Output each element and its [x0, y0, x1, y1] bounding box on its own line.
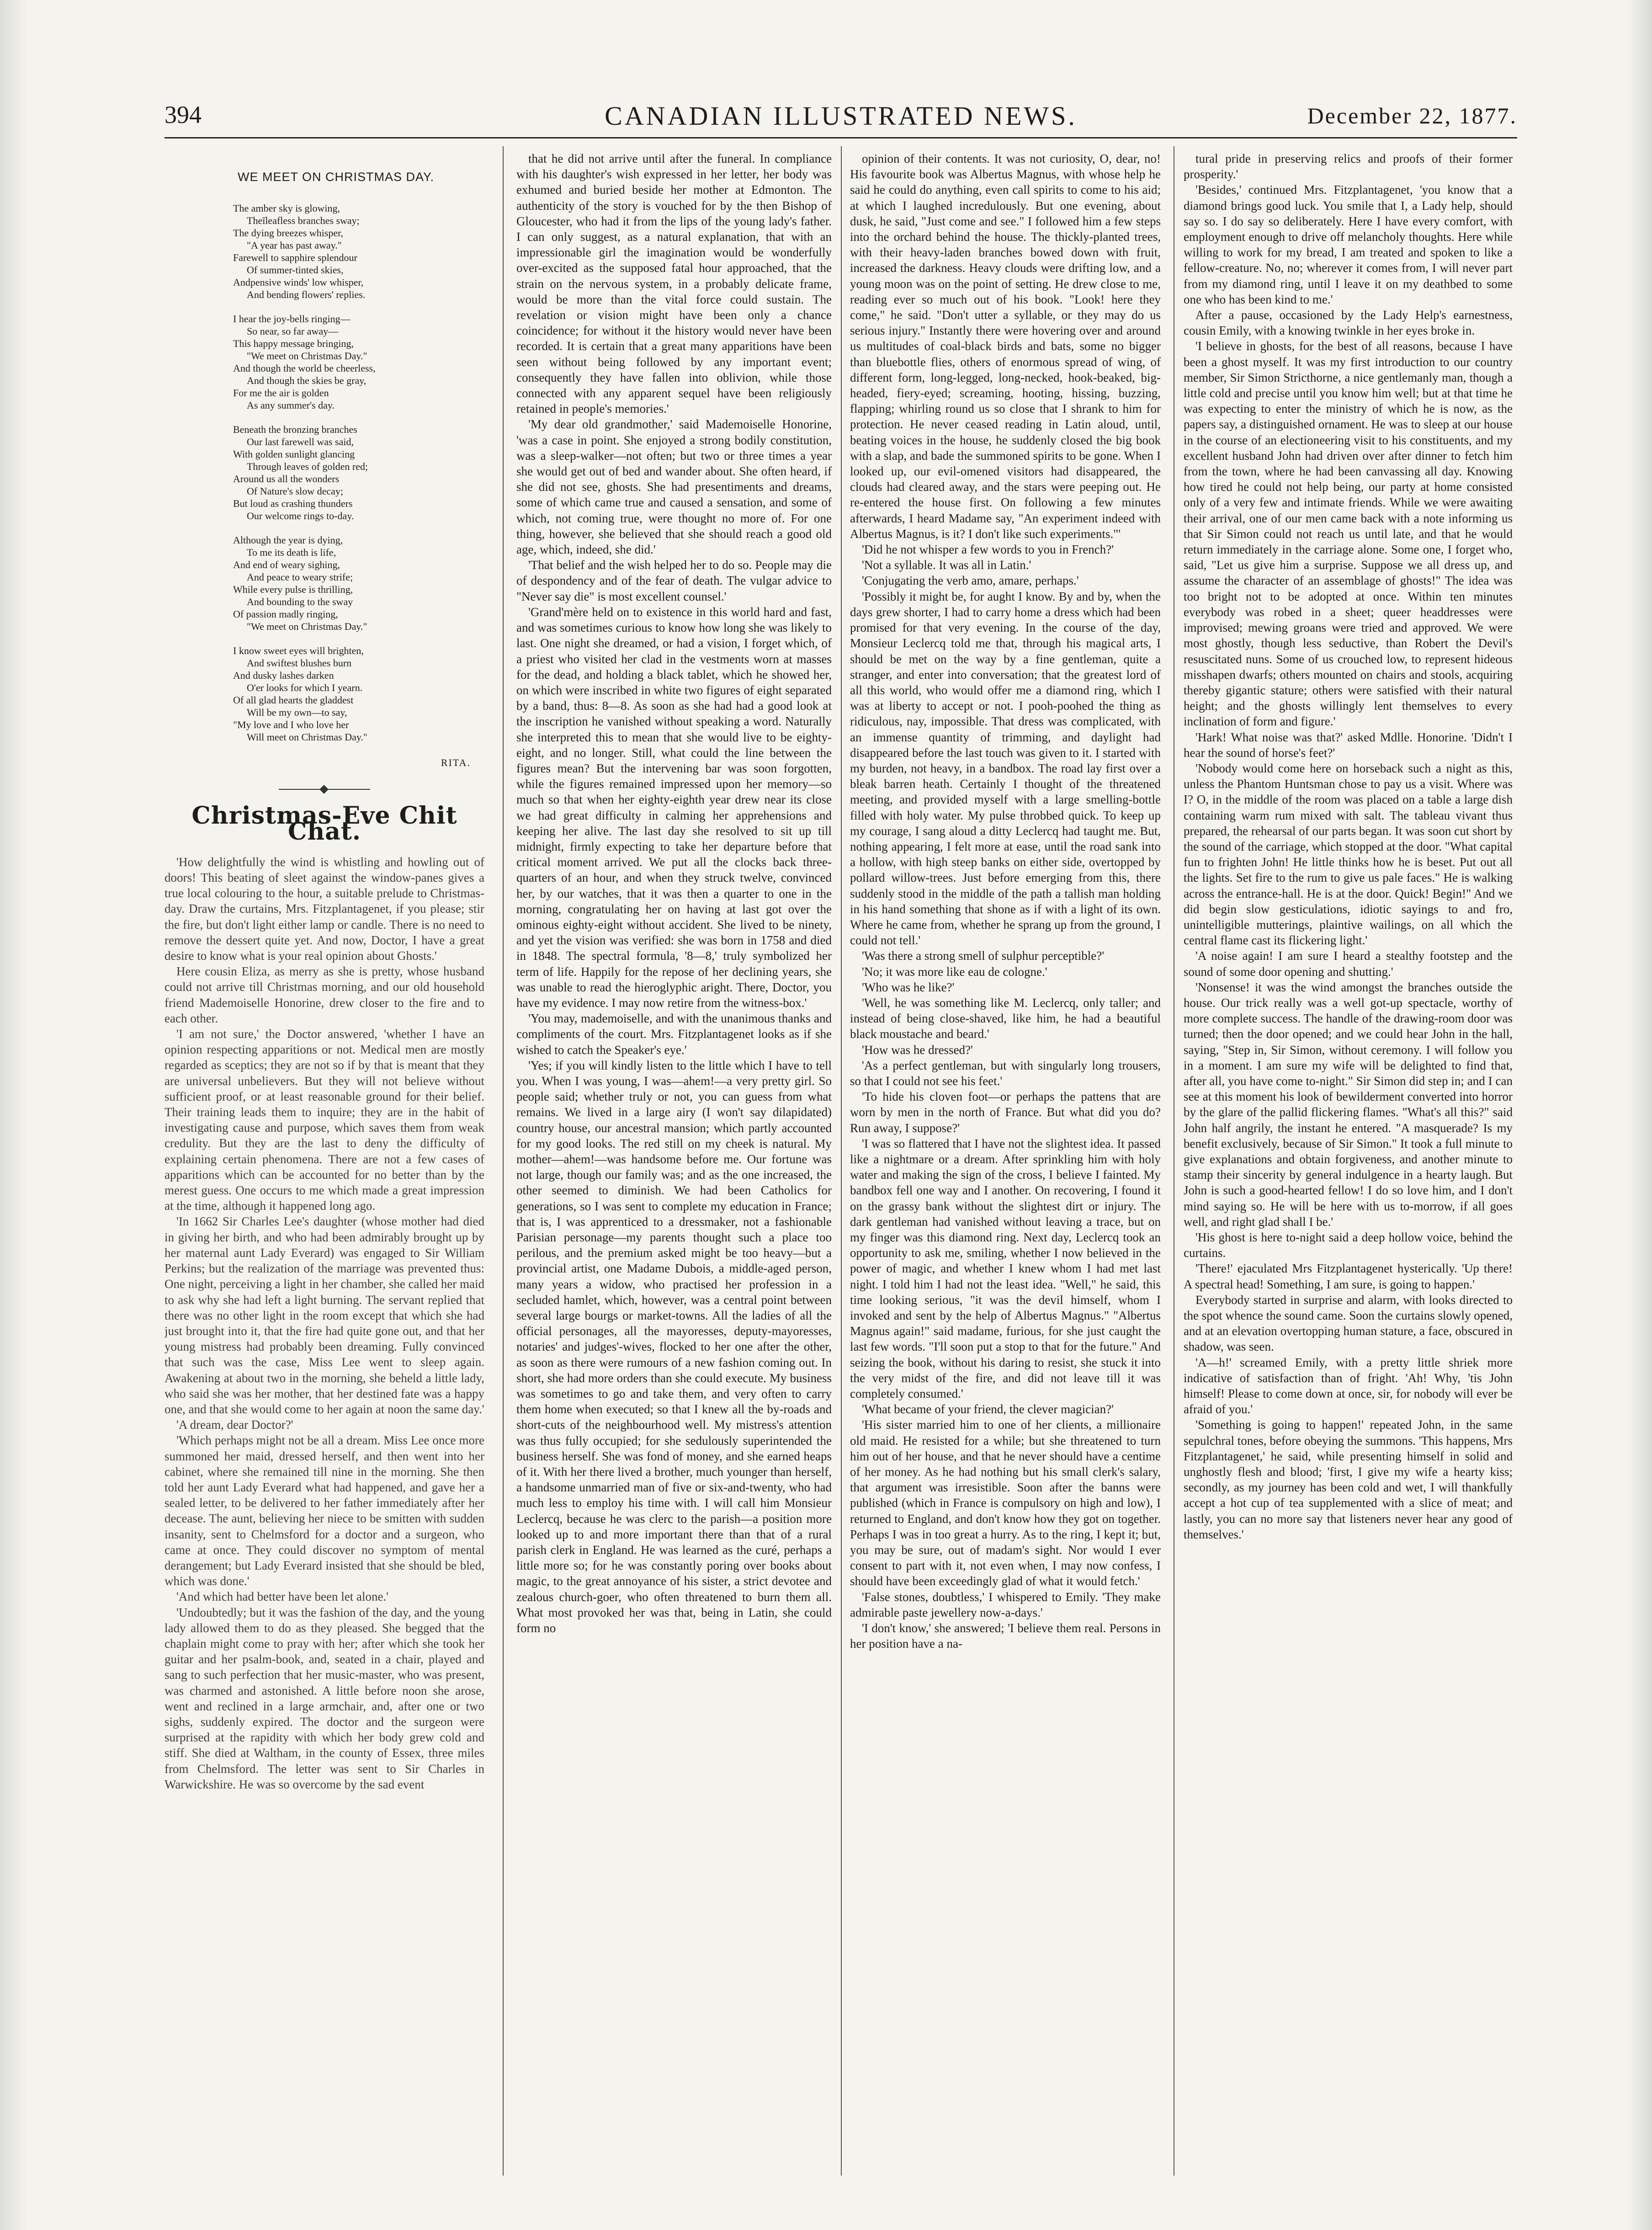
poem: [165, 202, 484, 743]
poem-stanza: [233, 202, 484, 301]
poem-line: And though the skies be gray,: [247, 375, 367, 387]
paragraph: 'That belief and the wish helped her to do so. People may die of despondency and of the fear of death. The vulgar advice to "Never say die" is most excellent counsel.': [516, 558, 832, 603]
column-divider: [503, 146, 504, 2176]
poem-stanza: [233, 534, 484, 633]
poem-line: The dying breezes whisper,: [233, 227, 344, 239]
paragraph: 'Possibly it might be, for aught I know. By and by, when the days grew shorter, I had to carry home a dress which had been promised for that very evening. In the course of the day, Monsieur Leclercq told me that, through his magical arts, I should be met on the way by a fine gentleman, quite a stranger, and enter into conversation; that the greatest lord of all this world, who would offer me a diamond ring, which I was at liberty to accept or not. I pooh-poohed the thing as ridiculous, nay, impossible. That dress was complicated, with an immense quantity of trimming, and daylight had disappeared before the last touch was given to it. I started with my burden, not heavy, in a bandbox. The road lay first over a bleak barren heath. Certainly I thought of the threatened meeting, and provided myself with a large smelling-bottle filled with holy water. My pulse throbbed quick. To keep up my courage, I sang aloud a ditty Leclercq had taught me. But, nothing appearing, I felt more at ease, until the road sank into a hollow, with high steep banks on either side, overtopped by pollard willow-trees. Just before emerging from this, there suddenly stood in the middle of the path a tallish man holding in his hand something that shone as if with a light of its own. Where he came from, whether he sprang up from the ground, I could not tell.': [850, 589, 1161, 947]
paragraph: 'Was there a strong smell of sulphur perceptible?': [862, 949, 1105, 963]
paragraph: 'Which perhaps might not be all a dream. Miss Lee once more summoned her maid, dressed herself, and then went into her cabinet, where she remained till nine in the morning. She then told her aunt Lady Everard what had happened, and gave her a sealed letter, to be delivered to her father immediately after her decease. The aunt, believing her niece to be smitten with sudden insanity, sent to Chelmsford for a doctor and a surgeon, who came at once. They could discover no symptom of mental derangement; but Lady Everard insisted that she should be bled, which was done.': [165, 1433, 484, 1588]
poem-stanza: [233, 313, 484, 411]
paragraph: 'I believe in ghosts, for the best of all reasons, because I have been a ghost myself. It was my first introduction to our country member, Sir Simon Stricthorne, a nice gentlemanly man, though a little cold and precise until you know him well; but at that time he was expecting to enter the ministry of which he is now, as the papers say, a distinguished ornament. He was to sleep at our house in the course of an electioneering visit to his constituents, and my excellent husband John had driven over after dinner to fetch him from the town, where he had been canvassing all day. Knowing how tired he could not help being, our party at home consisted only of a very few and intimate friends. While we were awaiting their arrival, one of our men came back with a note informing us that Sir Simon could not reach us until late, and that he would return immediately in the carriage alone. Some one, I forget who, said, "Let us give him a surprise. Suppose we all dress up, and assume the character of an assemblage of ghosts!" The idea was too bright not to be adopted at once. Within ten minutes everybody was robed in a sheet; queer headdresses were improvised; mewing groans were tried and approved. We were most ghostly, though less seductive, than Robert the Devil's resuscitated nuns. Some of us crouched low, to represent hideous misshapen dwarfs; others mounted on chairs and stools, acquiring thereby gigantic stature; others were satisfied with their natural height; and the ghosts willingly lent themselves to every inclination of form and figure.': [1184, 339, 1513, 729]
paragraph: 'I am not sure,' the Doctor answered, 'whether I have an opinion respecting apparitions or not. Medical men are mostly regarded as sceptics; they are not so if by that is meant that they are universal unbelievers. But they will not believe without sufficient proof, or at least reasonable ground for their belief. Their training leads them to inquire; they are in the habit of investigating cause and purpose, which saves them from weak credulity. But they are the last to deny the difficulty of explaining certain phenomena. There are not a few cases of apparitions which can be accounted for no better than by the merest guess. One occurs to me which made a great impression at the time, although it happened long ago.: [165, 1027, 484, 1213]
poem-line: Of passion madly ringing,: [233, 608, 338, 620]
paragraph: 'My dear old grandmother,' said Mademoiselle Honorine, 'was a case in point. She enjoyed a strong bodily constitution, was a sleep-walker—not often; but two or three times a year she would get out of bed and wander about. She often heard, if she did not see, ghosts. She had presentiments and dreams, some of which came true and caused a sensation, and some of which, not coming true, were thought no more of. For one thing, however, she believed that she should reach a good old age, which, indeed, she did.': [516, 417, 832, 557]
paragraph: 'Yes; if you will kindly listen to the little which I have to tell you. When I was young, I was—ahem!—a very pretty girl. So people said; whether truly or not, you can guess from what remains. We lived in a large airy (I won't say dilapidated) country house, our ancestral mansion; which partly accounted for my good looks. The red still on my cheek is natural. My mother—ahem!—was handsome before me. Our fortune was not large, though our family was; and as the one increased, the other seemed to diminish. We had been Catholics for generations, so I was sent to complete my education in France; that is, I was apprenticed to a dressmaker, not a fashionable Parisian personage—my parents thought such a place too perilous, and the premium asked might be too heavy—but a provincial artist, one Madame Dubois, a middle-aged person, many years a widow, who practised her profession in a secluded hamlet, which, however, was a central point between several large bourgs or market-towns. All the ladies of all the official personages, all the mayoresses, deputy-mayoresses, notaries' and judges'-wives, flocked to her one after the other, as soon as there were rumours of a new fashion coming out. In short, she had more orders than she could execute. My business was sometimes to go and take them, and very often to carry them home when executed; so that I knew all the by-roads and short-cuts of the neighbourhood well. My mistress's attention was thus fully occupied; for she sedulously superintended the business herself. She was fond of money, and she earned heaps of it. With her there lived a brother, much younger than herself, a handsome unmarried man of five or six-and-twenty, who had much less to employ his time with. I will call him Monsieur Leclercq, because he was clerc to the parish—a position more looked up to and more important there than that of a rural parish clerk in England. He was learned as the curé, perhaps a little more so; for he was constantly poring over books about magic, to the great annoyance of his sister, a strict devotee and zealous church-goer, who often threatened to burn them all. What most provoked her was that, being in Latin, she could form no: [516, 1058, 832, 1635]
column-4: [1184, 151, 1513, 2171]
paragraph: 'I was so flattered that I have not the slightest idea. It passed like a nightmare or a dream. After sprinkling him with holy water and making the sign of the cross, I believe I fainted. My bandbox fell one way and I another. On recovering, I found it on the grassy bank without the slightest dirt or injury. The dark gentleman had vanished without leaving a trace, but on my finger was this diamond ring. Next day, Leclercq took an opportunity to ask me, smiling, whether I now believed in the power of magic, and whether I knew whom I had met last night. I told him I had not the least idea. "Well," he said, this time looking serious, "it was the devil himself, whom I invoked and sent by the help of Albertus Magnus." "Albertus Magnus again!" said madame, furious, for she just caught the last few words. "I'll soon put a stop to that for the future." And seizing the book, without his daring to resist, she stuck it into the very midst of the fire, and did not leave till it was completely consumed.': [850, 1136, 1161, 1401]
article-title: Christmas-Eve Chit Chat.: [191, 802, 457, 846]
poem-line: Our last farewell was said,: [247, 436, 354, 448]
poem-line: Will be my own—to say,: [247, 707, 347, 718]
section-ornament: [279, 789, 370, 790]
column-1: [165, 151, 484, 2171]
paragraph: 'In 1662 Sir Charles Lee's daughter (whose mother had died in giving her birth, and who had been admirably brought up by her maternal aunt Lady Everard) was engaged to Sir William Perkins; but the realization of the marriage was prevented thus: One night, perceiving a light in her chamber, she called her maid to ask why she had left a light burning. The servant replied that there was no other light in the room except that which she had just brought into it, that the fire had quite gone out, and that her young mistress had probably been dreaming. Fully convinced that such was the case, Miss Lee went to sleep again. Awakening at about two in the morning, she beheld a little lady, who said she was her mother, that her destined fate was a happy one, and that she would come to her again at noon the same day.': [165, 1214, 484, 1416]
paragraph: 'Nonsense! it was the wind amongst the branches outside the house. Our trick really was a well got-up spectacle, worthy of more complete success. The handle of the drawing-room door was turned; then the door opened; and we could hear John in the hall, saying, "Step in, Sir Simon, without ceremony. I will follow you in a moment. I am sure my wife will be delighted to find that, after all, you have come to-night." Sir Simon did step in; and I can see at this moment his look of bewilderment converted into horror by the glare of the pallid flickering flames. "What's all this?" said John half angrily, the instant he entered. "A masquerade? Is my benefit exclusively, because of Sir Simon." It took a full minute to give explanations and obtain forgiveness, and another minute to stamp their sincerity by general indulgence in a hearty laugh. But John is such a good-hearted fellow! I do so love him, and I don't mind saying so. He will be here with us to-morrow, if all goes well, and right glad shall I be.': [1184, 980, 1513, 1229]
page-number: 394: [165, 101, 202, 128]
poem-line: And dusky lashes darken: [233, 670, 334, 681]
paragraph: 'No; it was more like eau de cologne.': [862, 964, 1047, 979]
paragraph: 'Grand'mère held on to existence in this world hard and fast, and was sometimes curious to know how long she was likely to last. One night she dreamed, or had a vision, I forget which, of a priest who visited her clad in the vestments worn at masses for the dead, and holding a black tablet, which he showed her, on which were inscribed in white two figures of eight separated by a band, thus: 8—8. As soon as she had had a good look at the inscription he vanished without speaking a word. Naturally she interpreted this to mean that she would live to be eighty-eight, and no longer. Still, what could the line between the figures mean? But the intervening bar was soon forgotten, while the figures remained impressed upon her memory—so much so that when her eighty-eighth year drew near its close we had great difficulty in calming her apprehensions and keeping her alive. The last day she resolved to sit up till midnight, firmly expecting to take her departure before that critical moment arrived. We put all the clocks back three-quarters of an hour, and when they struck twelve, convinced her, by our watches, that it was then a quarter to one in the morning, congratulating her on having at last got over the ominous eighty-eight without accident. She lived to be ninety, and yet the vision was verified: she was born in 1758 and died in 1848. The spectral formula, '8—8,' truly symbolized her term of life. Happily for the repose of her declining years, she was unable to read the hieroglyphic aright. There, Doctor, you have my evidence. I may now retire from the witness-box.': [516, 605, 832, 1010]
paragraph: 'False stones, doubtless,' I whispered to Emily. 'They make admirable paste jewellery now-a-days.': [850, 1590, 1161, 1619]
paragraph: 'To hide his cloven foot—or perhaps the pattens that are worn by men in the north of France. But what did you do? Run away, I suppose?': [850, 1090, 1161, 1135]
poem-line: With golden sunlight glancing: [233, 448, 355, 460]
poem-line: O'er looks for which I yearn.: [247, 682, 363, 694]
column-2: [516, 151, 832, 2171]
paragraph: tural pride in preserving relics and proofs of their former prosperity.': [1184, 152, 1513, 181]
paragraph: 'Hark! What noise was that?' asked Mdlle. Honorine. 'Didn't I hear the sound of horse's feet?': [1184, 730, 1513, 760]
paragraph: 'Undoubtedly; but it was the fashion of the day, and the young lady allowed them to do as they pleased. She begged that the chaplain might come to pray with her; after which she took her guitar and her psalm-book, and, seated in a chair, played and sang to such perfection that her music-master, who was present, was charmed and astonished. A little before noon she arose, went and reclined in a large armchair, and, after one or two sighs, suddenly expired. The doctor and the surgeon were surprised at the rapidity with which her body grew cold and stiff. She died at Waltham, in the county of Essex, three miles from Chelmsford. The letter was sent to Sir Charles in Warwickshire. He was so overcome by the sad event: [165, 1605, 484, 1791]
poem-title: WE MEET ON CHRISTMAS DAY.: [238, 170, 435, 184]
poem-line: But loud as crashing thunders: [233, 498, 353, 510]
poem-signature: RITA.: [441, 757, 471, 769]
paragraph: 'You may, mademoiselle, and with the unanimous thanks and compliments of the court. Mrs. Fitzplantagenet looks as if she wished to catch the Speaker's eye.': [516, 1011, 832, 1057]
paragraph: 'I don't know,' she answered; 'I believe them real. Persons in her position have a na-: [850, 1621, 1161, 1651]
paragraph: 'Not a syllable. It was all in Latin.': [862, 558, 1031, 572]
poem-line: Through leaves of golden red;: [247, 461, 368, 473]
paragraph: 'And which had better have been let alone.': [176, 1590, 389, 1604]
poem-line: While every pulse is thrilling,: [233, 584, 353, 596]
paragraph: 'His ghost is here to-night said a deep hollow voice, behind the curtains.: [1184, 1230, 1513, 1260]
poem-line: I know sweet eyes will brighten,: [233, 645, 364, 657]
poem-line: Of Nature's slow decay;: [247, 485, 344, 497]
article-text: [165, 854, 484, 1792]
column-3: [850, 151, 1161, 2171]
poem-stanza: [233, 423, 484, 522]
paragraph: 'Well, he was something like M. Leclercq, only taller; and instead of being close-shaved, like him, he had a beautiful black moustache and beard.': [850, 995, 1161, 1041]
masthead: [165, 101, 1517, 133]
poem-line: "We meet on Christmas Day.": [247, 621, 367, 633]
poem-line: "A year has past away.": [247, 239, 342, 251]
poem-line: "My love and I who love her: [233, 719, 349, 731]
poem-line: And peace to weary strife;: [247, 571, 353, 583]
issue-date: December 22, 1877.: [1307, 103, 1517, 128]
paragraph: opinion of their contents. It was not curiosity, O, dear, no! His favourite book was Albertus Magnus, with whose help he said he could do anything, even call spirits to come to his aid; at which I laughed incredulously. But one evening, about dusk, he said, "Just come and see." I followed him a few steps into the orchard behind the house. The thickly-planted trees, with their heavy-laden branches bowed down with fruit, increased the darkness. Heavy clouds were drifting low, and a young moon was on the point of setting. He drew close to me, reading ever so much out of his book. "Look! here they come," he said. "Don't utter a syllable, or they may do us serious injury." Instantly there were hovering over and around us multitudes of coal-black birds and bats, some no bigger than bluebottle flies, others of enormous spread of wing, of different form, long-legged, long-necked, hook-beaked, big-headed, fiery-eyed; screaming, hooting, hissing, buzzing, flapping; whirling round us so close that I shrank to him for protection. He never ceased reading in Latin aloud, until, beating voices in the house, he suddenly closed the big book with a slap, and bade the summoned spirits to be gone. When I looked up, our evil-omened visitors had disappeared, the clouds had cleared away, and the stars were peeping out. He re-entered the house first. On following a few minutes afterwards, I heard Madame say, "An experiment indeed with Albertus Magnus, is it? I don't like such experiments."': [850, 152, 1161, 541]
paragraph: 'Something is going to happen!' repeated John, in the same sepulchral tones, before obeying the summons. 'This happens, Mrs Fitzplantagenet,' he said, while presenting himself in solid and unghostly flesh and blood; 'first, I give my wife a hearty kiss; secondly, as my journey has been cold and wet, I will thankfully accept a hot cup of tea supplemented with a slice of meat; and lastly, you can no more say that listeners never hear any good of themselves.': [1184, 1418, 1513, 1541]
paragraph: 'There!' ejaculated Mrs Fitzplantagenet hysterically. 'Up there! A spectral head! Something, I am sure, is going to happen.': [1184, 1261, 1513, 1291]
poem-line: As any summer's day.: [247, 399, 335, 411]
poem-line: Theĭleafless branches sway;: [247, 215, 360, 227]
paragraph: 'His sister married him to one of her clients, a millionaire old maid. He resisted for a while; but she threatened to turn him out of her house, and that he never should have a centime of her money. As he had nothing but his small clerk's salary, that argument was irresistible. Soon after the banns were published (which in France is compulsory on high and low), I returned to England, and don't know how they got on together. Perhaps I was in too great a hurry. As to the ring, I kept it; but, you may be sure, out of madam's sight. Nor would I ever consent to part with it, not even when, I may now confess, I should have been exceedingly glad of what it would fetch.': [850, 1418, 1161, 1588]
paragraph: 'As a perfect gentleman, but with singularly long trousers, so that I could not see his feet.': [850, 1058, 1161, 1088]
poem-line: This happy message bringing,: [233, 338, 354, 350]
poem-line: The amber sky is glowing,: [233, 202, 340, 214]
paragraph: 'A dream, dear Doctor?': [176, 1418, 293, 1432]
poem-line: Of all glad hearts the gladdest: [233, 694, 354, 706]
newspaper-title: CANADIAN ILLUSTRATED NEWS.: [605, 101, 1077, 131]
paragraph: 'Did he not whisper a few words to you in French?': [862, 543, 1114, 557]
paragraph: After a pause, occasioned by the Lady Help's earnestness, cousin Emily, with a knowing twinkle in her eyes broke in.: [1184, 308, 1513, 338]
poem-line: Of summer-tinted skies,: [247, 264, 344, 276]
poem-line: Will meet on Christmas Day.": [247, 731, 367, 743]
column-divider: [841, 146, 842, 2176]
poem-line: And bending flowers' replies.: [247, 289, 366, 301]
poem-line: So near, so far away—: [247, 325, 339, 337]
poem-line: For me the air is golden: [233, 387, 329, 399]
poem-stanza: [233, 644, 484, 743]
poem-line: Farewell to sapphire splendour: [233, 252, 357, 264]
paragraph: 'How delightfully the wind is whistling and howling out of doors! This beating of sleet against the window-panes gives a true local colouring to the hour, a suitable prelude to Christmas-day. Draw the curtains, Mrs. Fitzplantagenet, if you please; stir the fire, but don't light either lamp or candle. There is no need to remove the dessert quite yet. And now, Doctor, I have a great desire to know what is your real opinion about Ghosts.': [165, 855, 484, 963]
paragraph: that he did not arrive until after the funeral. In compliance with his daughter's wish expressed in her letter, her body was exhumed and buried beside her mother at Edmonton. The authenticity of the story is vouched for by the then Bishop of Gloucester, who had it from the lips of the young lady's father. I can only suggest, as a natural explanation, that with an impressionable girl the imagination would be wonderfully over-excited as the supposed fatal hour approached, that the strain on the nervous system, in a probably delicate frame, would be more than the vital force could sustain. The revelation or vision might have been only a chance coincidence; for without it the history would never have been recorded. It is certain that a great many apparitions have been seen without being followed by any important event; consequently they have fallen into oblivion, while those connected with any apparent sequel have been religiously retained in people's memories.': [516, 152, 832, 416]
poem-line: I hear the joy-bells ringing—: [233, 313, 351, 325]
poem-line: Our welcome rings to-day.: [247, 510, 354, 522]
paragraph: 'Conjugating the verb amo, amare, perhaps.': [862, 574, 1079, 588]
poem-line: And end of weary sighing,: [233, 559, 340, 571]
paragraph: 'How was he dressed?': [862, 1043, 973, 1057]
poem-line: Andpensive winds' low whisper,: [233, 277, 364, 288]
paragraph: 'Besides,' continued Mrs. Fitzplantagenet, 'you know that a diamond brings good luck. You smile that I, a Lady help, should say so. I do say so deliberately. Here I have every comfort, with employment enough to drive off melancholy thoughts. Here while willing to work for my bread, I am treated and spoken to like a fellow-creature. No, no; wherever it comes from, I will never part from my diamond ring, until I leave it on my deathbed to some one who has been kind to me.': [1184, 183, 1513, 306]
poem-line: Beneath the bronzing branches: [233, 424, 357, 436]
poem-line: Although the year is dying,: [233, 534, 343, 546]
paragraph: Here cousin Eliza, as merry as she is pretty, whose husband could not arrive till Christmas morning, and our old household friend Mademoiselle Honorine, drew closer to the fire and to each other.: [165, 964, 484, 1025]
paragraph: 'A—h!' screamed Emily, with a pretty little shriek more indicative of satisfaction than of fright. 'Ah! Why, 'tis John himself! Please to come down at once, sir, for nobody will ever be afraid of you.': [1184, 1355, 1513, 1416]
masthead-rule: [165, 137, 1517, 138]
poem-line: Around us all the wonders: [233, 473, 340, 485]
poem-line: To me its death is life,: [247, 547, 336, 559]
paragraph: Everybody started in surprise and alarm, with looks directed to the spot whence the sound came. Soon the curtains slowly opened, and at an elevation overtopping human stature, a face, obscured in shadow, was seen.: [1184, 1293, 1513, 1354]
poem-line: "We meet on Christmas Day.": [247, 350, 367, 362]
paragraph: 'What became of your friend, the clever magician?': [862, 1402, 1114, 1416]
paragraph: 'Nobody would come here on horseback such a night as this, unless the Phantom Huntsman chose to pay us a visit. Where was I? O, in the middle of the room was placed on a table a large dish containing warm rum mixed with salt. The tableau vivant thus prepared, the rehearsal of our parts began. It was soon cut short by the sound of the carriage, which stopped at the door. "What capital fun to frighten John! He little thinks how he is beset. Put out all the lights. Set fire to the rum to give us pale faces." He is walking across the entrance-hall. He is at the door. Quick! Begin!" And we did begin slow gesticulations, idiotic sayings to and fro, unintelligible mutterings, plaintive wailings, on all which the central flame cast its flickering light.': [1184, 761, 1513, 947]
poem-line: And swiftest blushes burn: [247, 657, 352, 669]
paragraph: 'Who was he like?': [862, 980, 955, 994]
paragraph: 'A noise again! I am sure I heard a stealthy footstep and the sound of some door opening and shutting.': [1184, 949, 1513, 979]
poem-line: And though the world be cheerless,: [233, 362, 376, 374]
poem-line: And bounding to the sway: [247, 596, 353, 608]
